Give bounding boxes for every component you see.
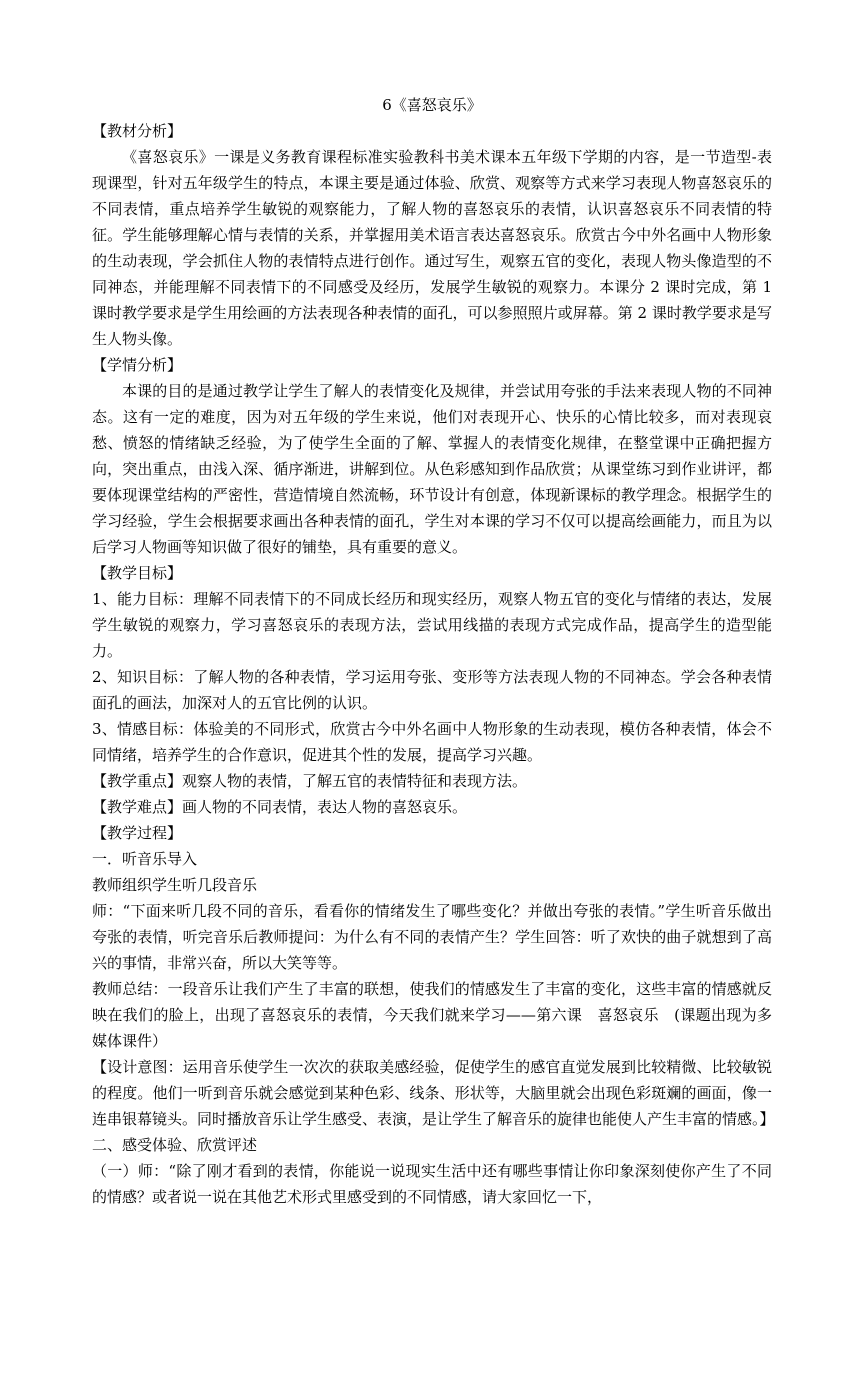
document-page [92,92,775,1210]
step-one-heading: 一．听音乐导入 [92,850,198,868]
knowledge-goal: 2、知识目标：了解人物的各种表情，学习运用夸张、变形等方法表现人物的不同神态。学会各种表情面孔的画法，加深对人的五官比例的认识。 [92,668,772,712]
teaching-goals-heading: 【教学目标】 [92,564,183,582]
material-analysis-paragraph: 《喜怒哀乐》一课是义务教育课程标准实验教科书美术课本五年级下学期的内容，是一节造型-表现课型，针对五年级学生的特点，本课主要是通过体验、欣赏、观察等方式来学习表现人物喜怒哀乐的不同表情，重点培养学生敏锐的观察能力，了解人物的喜怒哀乐的表情，认识喜怒哀乐不同表情的特征。学生能够理解心情与表情的关系，并掌握用美术语言表达喜怒哀乐。欣赏古今中外名画中人物形象的生动表现，学会抓住人物的表情特点进行创作。通过写生，观察五官的变化，表现人物头像造型的不同神态，并能理解不同表情下的不同感受及经历，发展学生敏锐的观察力。本课分 2 课时完成，第 1 课时教学要求是学生用绘画的方法表现各种表情的面孔，可以参照照片或屏幕。第 2 课时教学要求是写生人物头像。 [92,148,772,348]
student-analysis-paragraph: 本课的目的是通过教学让学生了解人的表情变化及规律，并尝试用夸张的手法来表现人物的不同神态。这有一定的难度，因为对五年级的学生来说，他们对表现开心、快乐的心情比较多，而对表现哀愁、愤怒的情绪缺乏经验，为了使学生全面的了解、掌握人的表情变化规律，在整堂课中正确把握方向，突出重点，由浅入深、循序渐进，讲解到位。从色彩感知到作品欣赏；从课堂练习到作业讲评，都要体现课堂结构的严密性，营造情境自然流畅，环节设计有创意，体现新课标的教学理念。根据学生的学习经验，学生会根据要求画出各种表情的面孔，学生对本课的学习不仅可以提高绘画能力，而且为以后学习人物画等知识做了很好的铺垫，具有重要的意义。 [92,382,772,556]
emotion-goal: 3、情感目标：体验美的不同形式，欣赏古今中外名画中人物形象的生动表现，模仿各种表情，体会不同情绪，培养学生的合作意识，促进其个性的发展，提高学习兴趣。 [92,720,772,764]
step-one-design-intent: 【设计意图：运用音乐使学生一次次的获取美感经验，促使学生的感官直觉发展到比较精微、比较敏锐的程度。他们一听到音乐就会感觉到某种色彩、线条、形状等，大脑里就会出现色彩斑斓的画面，像一连串银幕镜头。同时播放音乐让学生感受、表演，是让学生了解音乐的旋律也能使人产生丰富的情感。】 [92,1058,775,1128]
ability-goal: 1、能力目标：理解不同表情下的不同成长经历和现实经历，观察人物五官的变化与情绪的表达，发展学生敏锐的观察力，学习喜怒哀乐的表现方法，尝试用线描的表现方式完成作品，提高学生的造型能力。 [92,590,772,660]
difficult-point: 【教学难点】画人物的不同表情，表达人物的喜怒哀乐。 [92,798,468,816]
document-title: 6《喜怒哀乐》 [382,96,482,114]
step-one-teacher-question: 师：“下面来听几段不同的音乐，看看你的情绪发生了哪些变化？并做出夸张的表情。”学生听音乐做出夸张的表情，听完音乐后教师提问：为什么有不同的表情产生？学生回答：听了欢快的曲子就想到了高兴的事情，非常兴奋，所以大笑等等。 [92,902,772,972]
material-analysis-heading: 【教材分析】 [92,122,183,140]
teaching-process-heading: 【教学过程】 [92,824,183,842]
step-one-intro: 教师组织学生听几段音乐 [92,876,258,894]
key-point: 【教学重点】观察人物的表情，了解五官的表情特征和表现方法。 [92,772,528,790]
step-two-paragraph: （一）师：“除了刚才看到的表情，你能说一说现实生活中还有哪些事情让你印象深刻使你产生了不同的情感？或者说一说在其他艺术形式里感受到的不同情感，请大家回忆一下， [92,1162,772,1206]
step-two-heading: 二、感受体验、欣赏评述 [92,1136,258,1154]
step-one-summary: 教师总结：一段音乐让我们产生了丰富的联想，使我们的情感发生了丰富的变化，这些丰富的情感就反映在我们的脸上，出现了喜怒哀乐的表情，今天我们就来学习——第六课 喜怒哀乐 (课题出现为多媒体课件） [92,980,772,1050]
student-analysis-heading: 【学情分析】 [92,356,183,374]
